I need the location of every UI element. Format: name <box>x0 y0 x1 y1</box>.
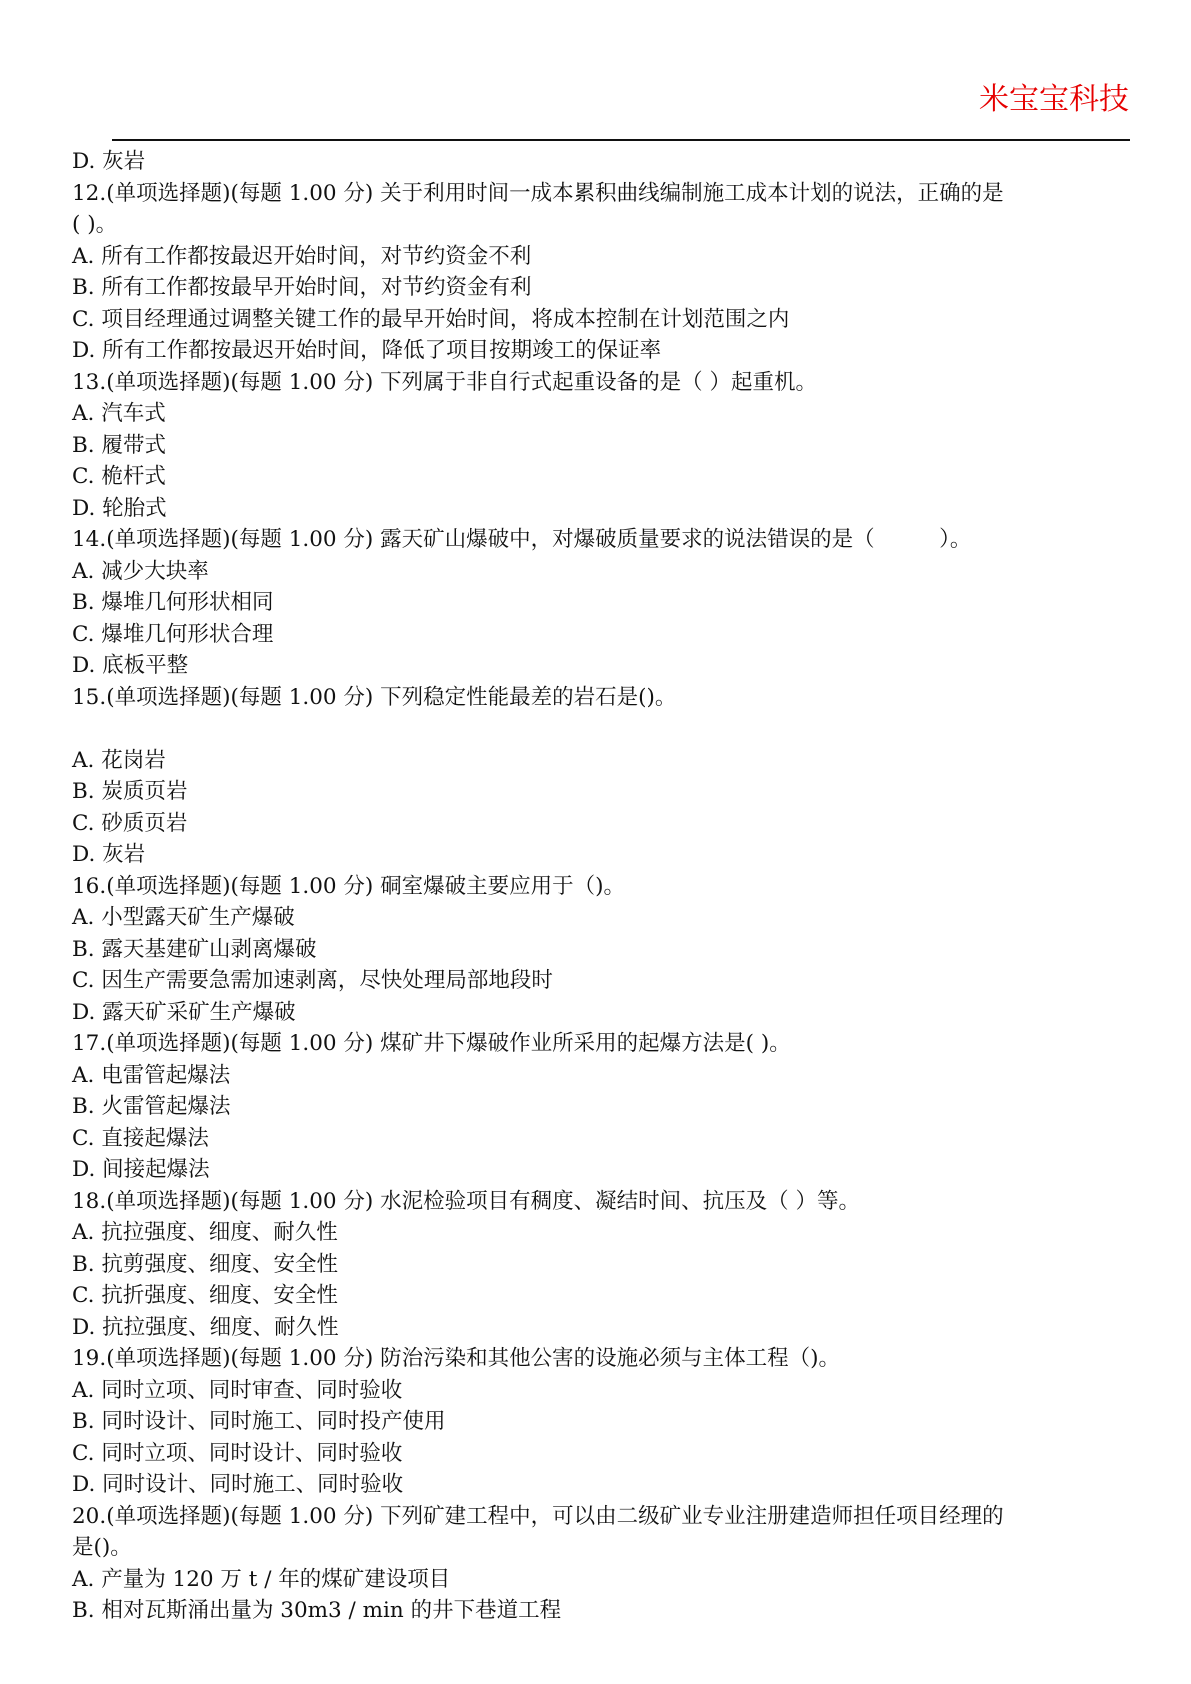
answer-option: A. 汽车式 <box>72 401 166 426</box>
question-stem: 20.(单项选择题)(每题 1.00 分) 下列矿建工程中，可以由二级矿业专业注册建造师担任项目经理的 <box>72 1503 1004 1529</box>
answer-option: D. 轮胎式 <box>72 495 167 521</box>
answer-option: C. 同时立项、同时设计、同时验收 <box>72 1440 403 1466</box>
answer-option: B. 同时设计、同时施工、同时投产使用 <box>72 1409 446 1434</box>
answer-option: C. 砂质页岩 <box>72 810 188 836</box>
answer-option: A. 同时立项、同时审查、同时验收 <box>72 1377 403 1403</box>
question-stem: 17.(单项选择题)(每题 1.00 分) 煤矿井下爆破作业所采用的起爆方法是( )。 <box>72 1031 791 1056</box>
answer-option: C. 抗折强度、细度、安全性 <box>72 1283 338 1308</box>
answer-option: C. 因生产需要急需加速剥离，尽快处理局部地段时 <box>72 968 553 993</box>
answer-option: B. 履带式 <box>72 432 166 458</box>
answer-option: D. 抗拉强度、细度、耐久性 <box>72 1314 339 1340</box>
question-stem: 12.(单项选择题)(每题 1.00 分) 关于利用时间一成本累积曲线编制施工成本计划的说法，正确的是 <box>72 180 1004 206</box>
question-stem: 14.(单项选择题)(每题 1.00 分) 露天矿山爆破中，对爆破质量要求的说法错误的是（ ）。 <box>72 527 972 552</box>
answer-option: A. 产量为 120 万 t / 年的煤矿建设项目 <box>72 1566 451 1592</box>
answer-option: C. 项目经理通过调整关键工作的最早开始时间，将成本控制在计划范围之内 <box>72 306 790 332</box>
answer-option: D. 底板平整 <box>72 653 189 678</box>
answer-option: B. 所有工作都按最早开始时间，对节约资金有利 <box>72 275 532 300</box>
answer-option: D. 所有工作都按最迟开始时间，降低了项目按期竣工的保证率 <box>72 338 662 363</box>
answer-option: C. 桅杆式 <box>72 464 166 489</box>
brand-header: 米宝宝科技 <box>979 82 1129 117</box>
answer-option: A. 电雷管起爆法 <box>72 1062 231 1088</box>
answer-option: B. 抗剪强度、细度、安全性 <box>72 1251 338 1277</box>
answer-option: D. 露天矿采矿生产爆破 <box>72 999 296 1025</box>
answer-option: A. 减少大块率 <box>72 558 209 584</box>
answer-option: B. 爆堆几何形状相同 <box>72 590 274 615</box>
header-rule <box>112 139 1130 141</box>
answer-option: C. 爆堆几何形状合理 <box>72 621 274 647</box>
question-stem: 13.(单项选择题)(每题 1.00 分) 下列属于非自行式起重设备的是（ ）起重机。 <box>72 369 817 395</box>
answer-option: A. 小型露天矿生产爆破 <box>72 905 295 930</box>
answer-option: D. 灰岩 <box>72 842 146 867</box>
question-stem: 16.(单项选择题)(每题 1.00 分) 硐室爆破主要应用于（)。 <box>72 873 626 899</box>
answer-option: B. 相对瓦斯涌出量为 30m3 / min 的井下巷道工程 <box>72 1598 562 1623</box>
text-line: 是()。 <box>72 1535 132 1560</box>
answer-option: A. 所有工作都按最迟开始时间，对节约资金不利 <box>72 243 532 269</box>
answer-option: A. 花岗岩 <box>72 747 166 773</box>
answer-option: B. 火雷管起爆法 <box>72 1094 231 1119</box>
question-stem: 18.(单项选择题)(每题 1.00 分) 水泥检验项目有稠度、凝结时间、抗压及（ ）等。 <box>72 1188 860 1214</box>
answer-option: D. 间接起爆法 <box>72 1157 210 1182</box>
answer-option: C. 直接起爆法 <box>72 1125 209 1151</box>
blank-line <box>72 713 1132 745</box>
answer-option: B. 炭质页岩 <box>72 779 188 804</box>
answer-option: B. 露天基建矿山剥离爆破 <box>72 936 317 962</box>
document-body <box>72 146 1132 1627</box>
answer-option: D. 灰岩 <box>72 149 146 174</box>
question-stem: 15.(单项选择题)(每题 1.00 分) 下列稳定性能最差的岩石是()。 <box>72 684 677 710</box>
text-line: ( )。 <box>72 212 118 237</box>
answer-option: D. 同时设计、同时施工、同时验收 <box>72 1472 404 1497</box>
answer-option: A. 抗拉强度、细度、耐久性 <box>72 1220 338 1245</box>
question-stem: 19.(单项选择题)(每题 1.00 分) 防治污染和其他公害的设施必须与主体工程（)。 <box>72 1346 841 1371</box>
